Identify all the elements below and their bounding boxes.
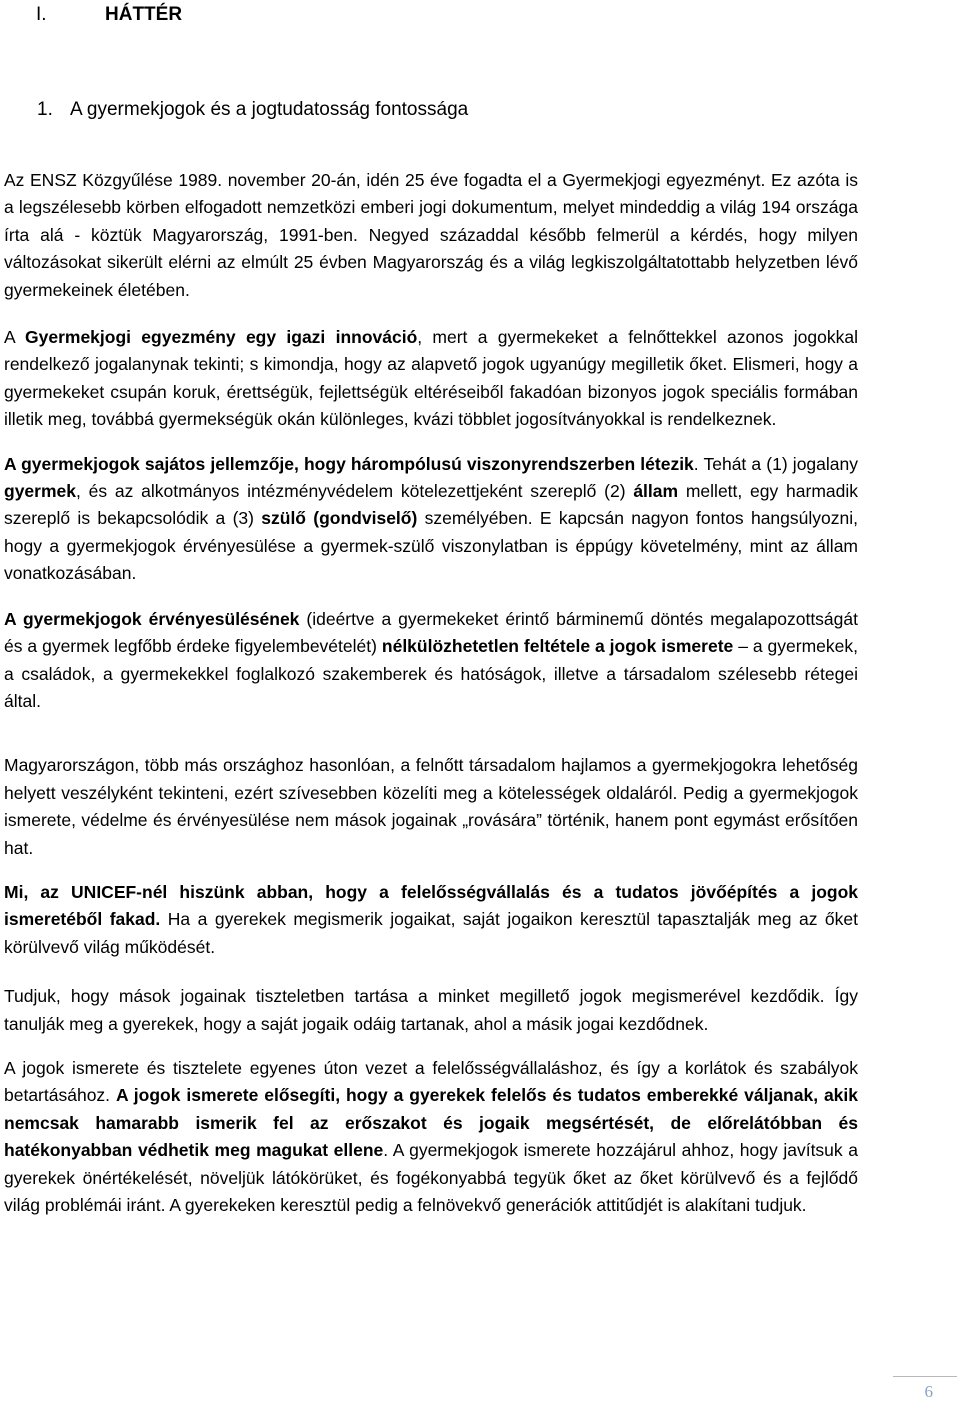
bold-text: gyermek bbox=[4, 481, 76, 502]
page-number: 6 bbox=[924, 1382, 933, 1401]
chapter-number: I. bbox=[36, 4, 47, 25]
bold-text: állam bbox=[633, 481, 679, 502]
text-run: . A gyermekjogok ismerete hozzájárul ahhoz, hogy javítsuk a gyerekek önértékelését, növeljük látókörüket, és fogékonyabbá tegyük őket az őket körülvevő és a fejlődő világ problémái iránt. A gyerekeken keresztül pedig a felnövekvő generációk attitűdjét is alakítani tudjuk. bbox=[4, 1140, 858, 1215]
chapter-heading bbox=[36, 2, 182, 28]
bold-text: A gyermekjogok sajátos jellemzője, hogy hárompólusú viszonyrendszerben létezik bbox=[4, 453, 694, 474]
text-run: A jogok ismerete és tisztelete egyenes úton vezet a felelősségvállaláshoz, és így a korlátok és szabályok betartásához. bbox=[4, 1057, 858, 1106]
paragraph bbox=[4, 1055, 858, 1219]
text-run: , mert a gyermekeket a felnőttekkel azonos jogokkal rendelkező jogalanynak tekinti; s kimondja, hogy az alapvető jogok ugyanúgy megilletik őket. Elismeri, hogy a gyermekeket csupán koruk, érettségük, fejlettségük eltéréseiből fakadóan bizonyos jogok speciális formában illetik meg, továbbá gyermekségük okán különleges, kvázi többlet jogosítványokkal is rendelkeznek. bbox=[4, 327, 858, 430]
bold-text: szülő (gondviselő) bbox=[261, 508, 418, 529]
text-run: személyében. E kapcsán nagyon fontos hangsúlyozni, hogy a gyermekjogok érvényesülése a gyermek-szülő viszonylatban is éppúgy követelmény, mint az állam vonatkozásában. bbox=[4, 508, 858, 584]
text-run: Ha a gyerekek megismerik jogaikat, saját jogaikon keresztül tapasztalják meg az őket körülvevő világ működését. bbox=[4, 909, 859, 957]
paragraph bbox=[4, 167, 858, 304]
paragraph bbox=[4, 879, 858, 961]
document-body bbox=[4, 167, 858, 1219]
text-run: Tudjuk, hogy mások jogainak tiszteletben tartása a minket megillető jogok megismerével kezdődik. Így tanulják meg a gyerekek, hogy a saját jogaik odáig tartanak, ahol a másik jogai kezdődnek. bbox=[4, 986, 858, 1034]
text-run: (ideértve a gyermekeket érintő bárminemű döntés megalapozottságát és a gyermek legfőbb érdeke figyelembevételét) bbox=[4, 608, 858, 657]
paragraph bbox=[4, 983, 858, 1038]
page-footer bbox=[893, 1376, 957, 1402]
chapter-title: HÁTTÉR bbox=[105, 4, 183, 25]
bold-text: A gyermekjogok érvényesülésének bbox=[4, 608, 300, 629]
paragraph bbox=[4, 752, 858, 862]
text-run: mellett, egy harmadik szereplő is bekapcsolódik a (3) bbox=[4, 481, 858, 529]
text-run: . Tehát a (1) jogalany bbox=[693, 453, 858, 474]
section-title: A gyermekjogok és a jogtudatosság fontossága bbox=[70, 99, 469, 120]
text-run: Az ENSZ Közgyűlése 1989. november 20-án, idén 25 éve fogadta el a Gyermekjogi egyezményt. Ez azóta is a legszélesebb körben elfogadott nemzetközi emberi jogi dokumentum, melyet mindeddig a világ 194 országa írta alá - köztük Magyarország, 1991-ben. Negyed századdal később felmerül a kérdés, hogy milyen változásokat sikerült elérni az elmúlt 25 évben Magyarország és a világ legkiszolgáltatottabb helyzetben lévő gyermekeinek életében. bbox=[4, 170, 858, 300]
text-run: A bbox=[4, 327, 25, 348]
bold-text: Gyermekjogi egyezmény egy igazi innováció bbox=[25, 327, 418, 348]
bold-text: Mi, az UNICEF-nél hiszünk abban, hogy a felelősségvállalás és a tudatos jövőépítés a jogok ismeretéből fakad. bbox=[4, 881, 858, 930]
paragraph bbox=[4, 606, 858, 716]
section-heading bbox=[37, 97, 468, 123]
text-run: , és az alkotmányos intézményvédelem kötelezettjeként szereplő (2) bbox=[76, 481, 634, 502]
section-number: 1. bbox=[37, 99, 53, 120]
paragraph bbox=[4, 324, 858, 434]
paragraph bbox=[4, 451, 858, 588]
text-run: – a gyermekek, a családok, a gyermekekkel foglalkozó szakemberek és hatóságok, illetve a társadalom szélesebb rétegei által. bbox=[4, 636, 859, 711]
text-run: Magyarországon, több más országhoz hasonlóan, a felnőtt társadalom hajlamos a gyermekjogokra lehetőség helyett veszélyként tekinteni, ezért szívesebben közelíti meg a kötelességek oldaláról. Pedig a gyermekjogok ismerete, védelme és érvényesülése nem mások jogainak „rovására” történik, hanem pont egymást erősítően hat. bbox=[4, 755, 858, 858]
bold-text: nélkülözhetetlen feltétele a jogok ismerete bbox=[381, 636, 734, 657]
bold-text: A jogok ismerete elősegíti, hogy a gyerekek felelős és tudatos emberekké váljanak, akik nemcsak hamarabb ismerik fel az erőszakot és jogaik megsértését, de előrelátóbban és hatékonyabban védhetik meg magukat ellene bbox=[4, 1085, 859, 1161]
